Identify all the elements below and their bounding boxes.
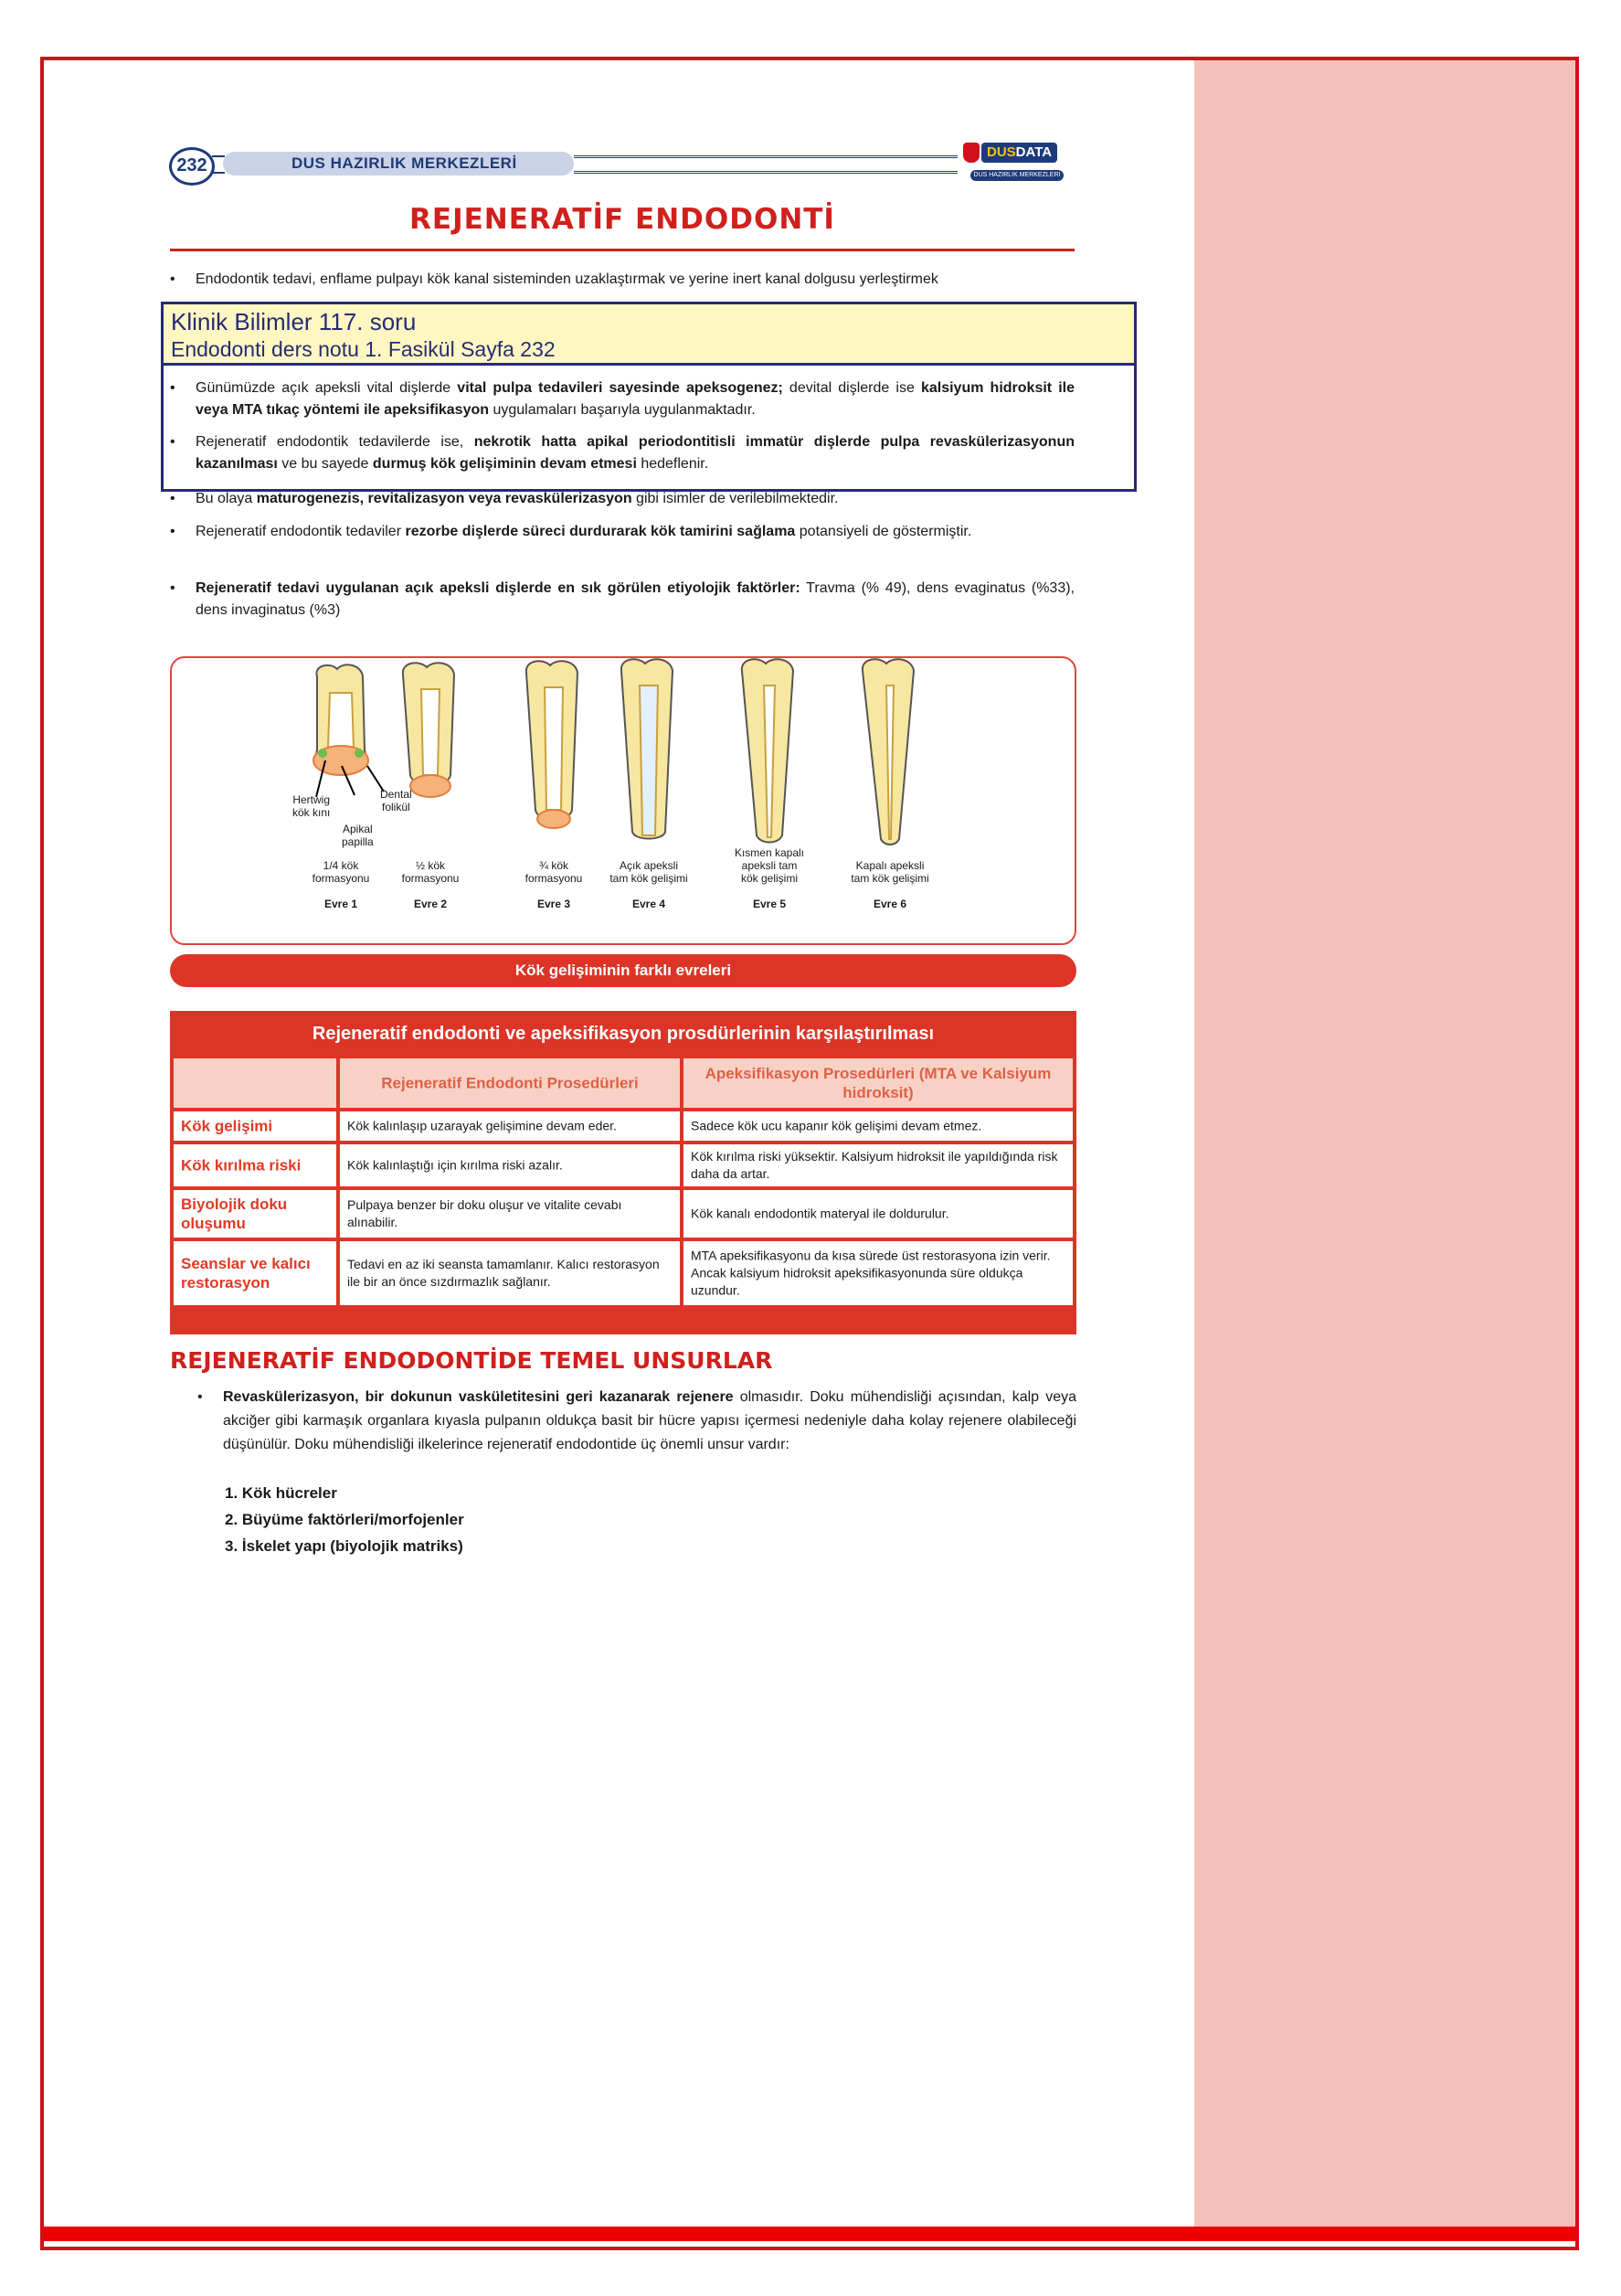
table-cell: Kök kırılma riski yüksektir. Kalsiyum hidroksit ile yapıldığında risk daha da artar.: [682, 1143, 1075, 1188]
stage-number: Evre 2: [413, 898, 448, 910]
table-cell: Sadece kök ucu kapanır kök gelişimi devam etmez.: [682, 1110, 1075, 1143]
tooth-icon: [963, 143, 980, 163]
bullet-6: • Rejeneratif tedavi uygulanan açık apeksli dişlerde en sık görülen etiyolojik faktörler: Travma (% 49), dens evaginatus (%33), dens invaginatus (%3): [170, 580, 1075, 618]
dusdata-logo: [961, 139, 1064, 186]
header-banner: [223, 152, 574, 175]
label-dental-folikul: Dental folikül: [380, 788, 412, 813]
label-apikal-papilla: Apikal papilla: [342, 823, 374, 848]
table-header-apeksifikasyon: Apeksifikasyon Prosedürleri (MTA ve Kalsiyum hidroksit): [682, 1057, 1075, 1110]
list-item: 1. Kök hücreler: [225, 1484, 337, 1502]
table-cell: Kök kalınlaşıp uzarayak gelişimine devam eder.: [338, 1110, 682, 1143]
table-row-label: Kök gelişimi: [172, 1110, 338, 1143]
bullet-1: • Endodontik tedavi, enflame pulpayı kök kanal sisteminden uzaklaştırmak ve yerine inert kanal dolgusu yerleştirmek: [170, 271, 938, 287]
page-number: 232: [169, 147, 215, 186]
stage-label: Kapalı apeksli tam kök gelişimi Evre 6: [835, 859, 945, 910]
stage-number: Evre 1: [323, 898, 358, 910]
root-development-figure: [170, 656, 1076, 945]
section-title: REJENERATİF ENDODONTİDE TEMEL UNSURLAR: [170, 1347, 773, 1374]
bullet-3: • Rejeneratif endodontik tedavilerde ise, nekrotik hatta apikal periodontitisli immatür dişlerde pulpa revaskülerizasyonun kazanılması ve bu sayede durmuş kök gelişiminin devam etmesi hedeflenir.: [170, 434, 1075, 472]
tooth-stage-2: [403, 663, 454, 797]
figure-caption: Kök gelişiminin farklı evreleri: [170, 954, 1076, 987]
table-cell: MTA apeksifikasyonu da kısa sürede üst restorasyona izin verir. Ancak kalsiyum hidroksit apeksifikasyonunda süre oldukça uzundur.: [682, 1239, 1075, 1307]
tooth-stage-6: [863, 659, 914, 845]
table-cell: Kök kanalı endodontik materyal ile doldurulur.: [682, 1188, 1075, 1239]
publisher-name: DUS HAZIRLIK MERKEZLERİ: [291, 154, 517, 172]
header-rule: [574, 155, 958, 174]
list-item: 3. İskelet yapı (biyolojik matriks): [225, 1537, 463, 1555]
tooth-stage-5: [742, 659, 793, 842]
stage-number: Evre 6: [873, 898, 907, 910]
note-line-1: Klinik Bilimler 117. soru: [171, 308, 417, 335]
table-title: Rejeneratif endodonti ve apeksifikasyon prosdürlerinin karşılaştırılması: [312, 1024, 935, 1044]
stage-number: Evre 4: [631, 898, 666, 910]
title-rule: [170, 249, 1075, 251]
logo-subtitle: DUS HAZIRLIK MERKEZLERİ: [970, 170, 1064, 181]
stage-label: ½ kök formasyonu Evre 2: [376, 859, 485, 910]
tooth-stage-1: [313, 664, 368, 775]
table-header-rejeneratif: Rejeneratif Endodonti Prosedürleri: [338, 1057, 682, 1110]
table-row-label: Seanslar ve kalıcı restorasyon: [172, 1239, 338, 1307]
note-line-2: Endodonti ders notu 1. Fasikül Sayfa 232: [171, 337, 556, 361]
bottom-border: [44, 2227, 1575, 2241]
side-margin: [1194, 60, 1575, 2236]
table-corner: [172, 1057, 338, 1110]
label-hertwig: Hertwig kök kını: [292, 793, 331, 819]
highlight-note: [161, 302, 1137, 366]
stage-label: 1/4 kök formasyonu Evre 1: [286, 859, 396, 910]
tooth-stage-4: [621, 659, 673, 838]
table-cell: Tedavi en az iki seansta tamamlanır. Kalıcı restorasyon ile bir an önce sızdırmazlık sağlanır.: [338, 1239, 682, 1307]
list-item: 2. Büyüme faktörleri/morfojenler: [225, 1511, 464, 1528]
table-cell: Pulpaya benzer bir doku oluşur ve vitalite cevabı alınabilir.: [338, 1188, 682, 1239]
bullet-4: • Bu olaya maturogenezis, revitalizasyon veya revaskülerizasyon gibi isimler de verilebilmektedir.: [170, 491, 839, 506]
tooth-stage-3: [526, 661, 577, 828]
table-cell: Kök kalınlaştığı için kırılma riski azalır.: [338, 1143, 682, 1188]
stage-label: Açık apeksli tam kök gelişimi Evre 4: [594, 859, 704, 910]
page-title: REJENERATİF ENDODONTİ: [409, 203, 835, 236]
stage-label: ¾ kök formasyonu Evre 3: [499, 859, 609, 910]
section-paragraph: • Revaskülerizasyon, bir dokunun vaskületitesini geri kazanarak rejenere olmasıdır. Doku mühendisliği açısından, kalp veya akciğer gibi karmaşık organlara kıyasla pulpanın oldukça basit bir hücre yapısı içermesi nedeniyle daha kolay rejenere olabileceği düşünülür. Doku mühendisliği ilkelerince rejeneratif endodontide üç önemli unsur vardır:: [197, 1389, 1076, 1452]
bullet-2: • Günümüzde açık apeksli vital dişlerde vital pulpa tedavileri sayesinde apeksogenez; devital dişlerde ise kalsiyum hidroksit ile veya MTA tıkaç yöntemi ile apeksifikasyon uygulamaları başarıyla uygulanmaktadır.: [170, 380, 1075, 418]
stage-number: Evre 5: [752, 898, 787, 910]
stage-label: Kısmen kapalı apeksli tam kök gelişimi Evre 5: [715, 859, 824, 910]
table-row-label: Biyolojik doku oluşumu: [172, 1188, 338, 1239]
table-row-label: Kök kırılma riski: [172, 1143, 338, 1188]
bullet-5: • Rejeneratif endodontik tedaviler rezorbe dişlerde süreci durdurarak kök tamirini sağlama potansiyeli de göstermiştir.: [170, 524, 972, 539]
stage-number: Evre 3: [536, 898, 571, 910]
logo-brand: DUSDATA: [981, 143, 1057, 163]
